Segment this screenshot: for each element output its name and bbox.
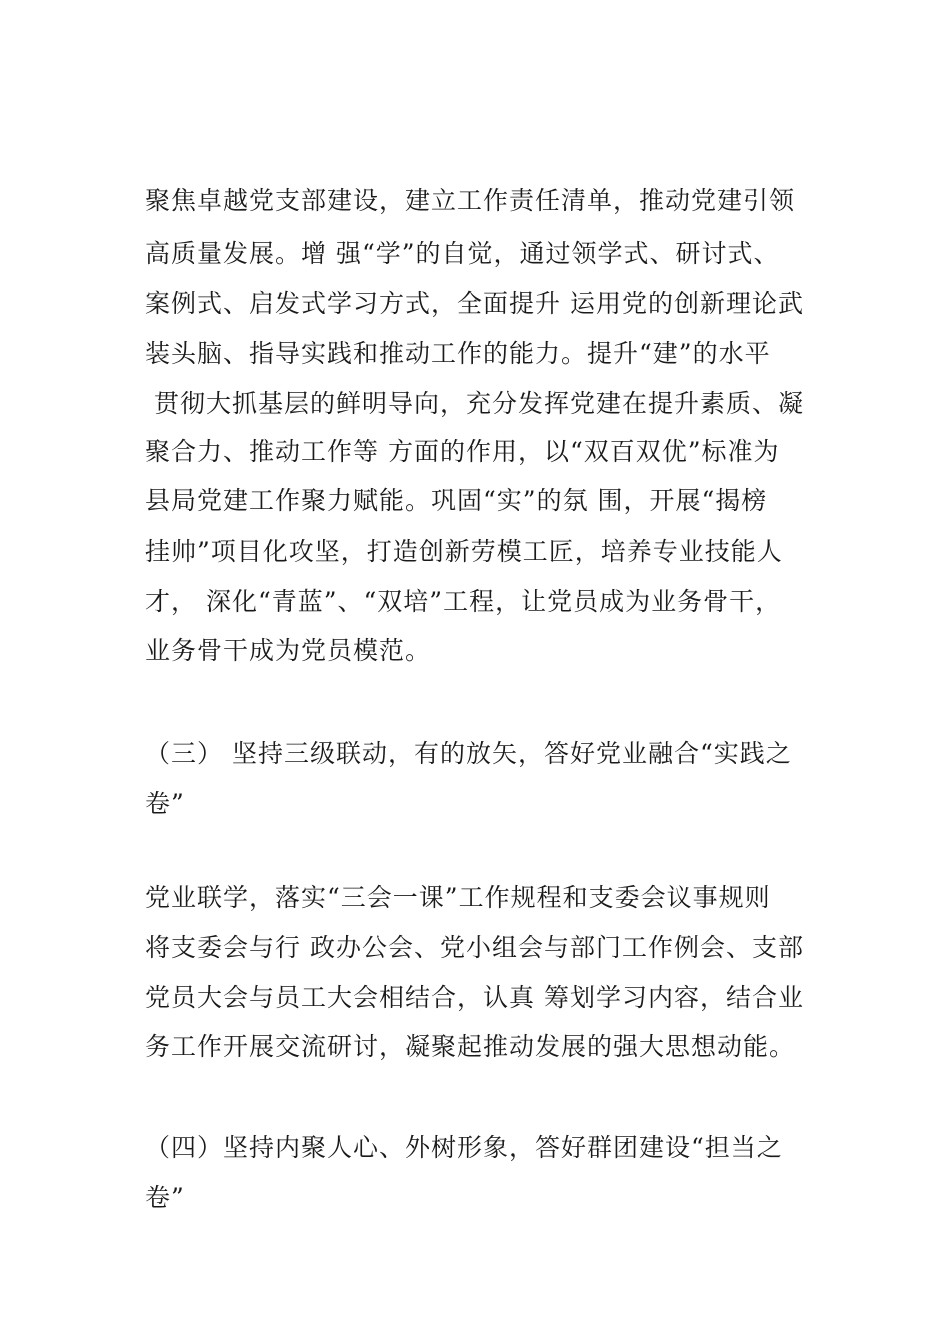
- text-line: 党员大会与员工大会相结合，认真 筹划学习内容，结合业: [145, 983, 804, 1012]
- heading-line: （三） 坚持三级联动，有的放矢，答好党业融合“实践之: [145, 739, 792, 768]
- text-line: 党业联学，落实“三会一课”工作规程和支委会议事规则: [145, 883, 771, 912]
- text-line: 高质量发展。增 强“学”的自觉，通过领学式、研讨式、: [145, 239, 780, 268]
- heading-line: 卷”: [145, 789, 185, 818]
- text-line: 业务骨干成为党员模范。: [145, 636, 432, 665]
- text-line: 案例式、启发式学习方式，全面提升 运用党的创新理论武: [145, 289, 804, 318]
- text-line: 聚合力、推动工作等 方面的作用，以“双百双优”标准为: [145, 437, 780, 466]
- text-line: 务工作开展交流研讨，凝聚起推动发展的强大思想动能。: [145, 1032, 796, 1061]
- heading-line: 卷”: [145, 1183, 185, 1212]
- text-line: 才， 深化“青蓝”、“双培”工程，让党员成为业务骨干，: [145, 587, 782, 616]
- text-line: 装头脑、指导实践和推动工作的能力。提升“建”的水平: [145, 339, 771, 368]
- text-line: 贯彻大抓基层的鲜明导向，充分发挥党建在提升素质、凝: [145, 389, 804, 418]
- text-line: 县局党建工作聚力赋能。巩固“实”的氛 围，开展“揭榜: [145, 486, 768, 515]
- text-line: 聚焦卓越党支部建设，建立工作责任清单，推动党建引领: [145, 186, 796, 215]
- text-line: 挂帅”项目化攻坚，打造创新劳模工匠，培养专业技能人: [145, 537, 783, 566]
- heading-line: （四）坚持内聚人心、外树形象，答好群团建设“担当之: [145, 1133, 783, 1162]
- text-line: 将支委会与行 政办公会、党小组会与部门工作例会、支部: [145, 933, 804, 962]
